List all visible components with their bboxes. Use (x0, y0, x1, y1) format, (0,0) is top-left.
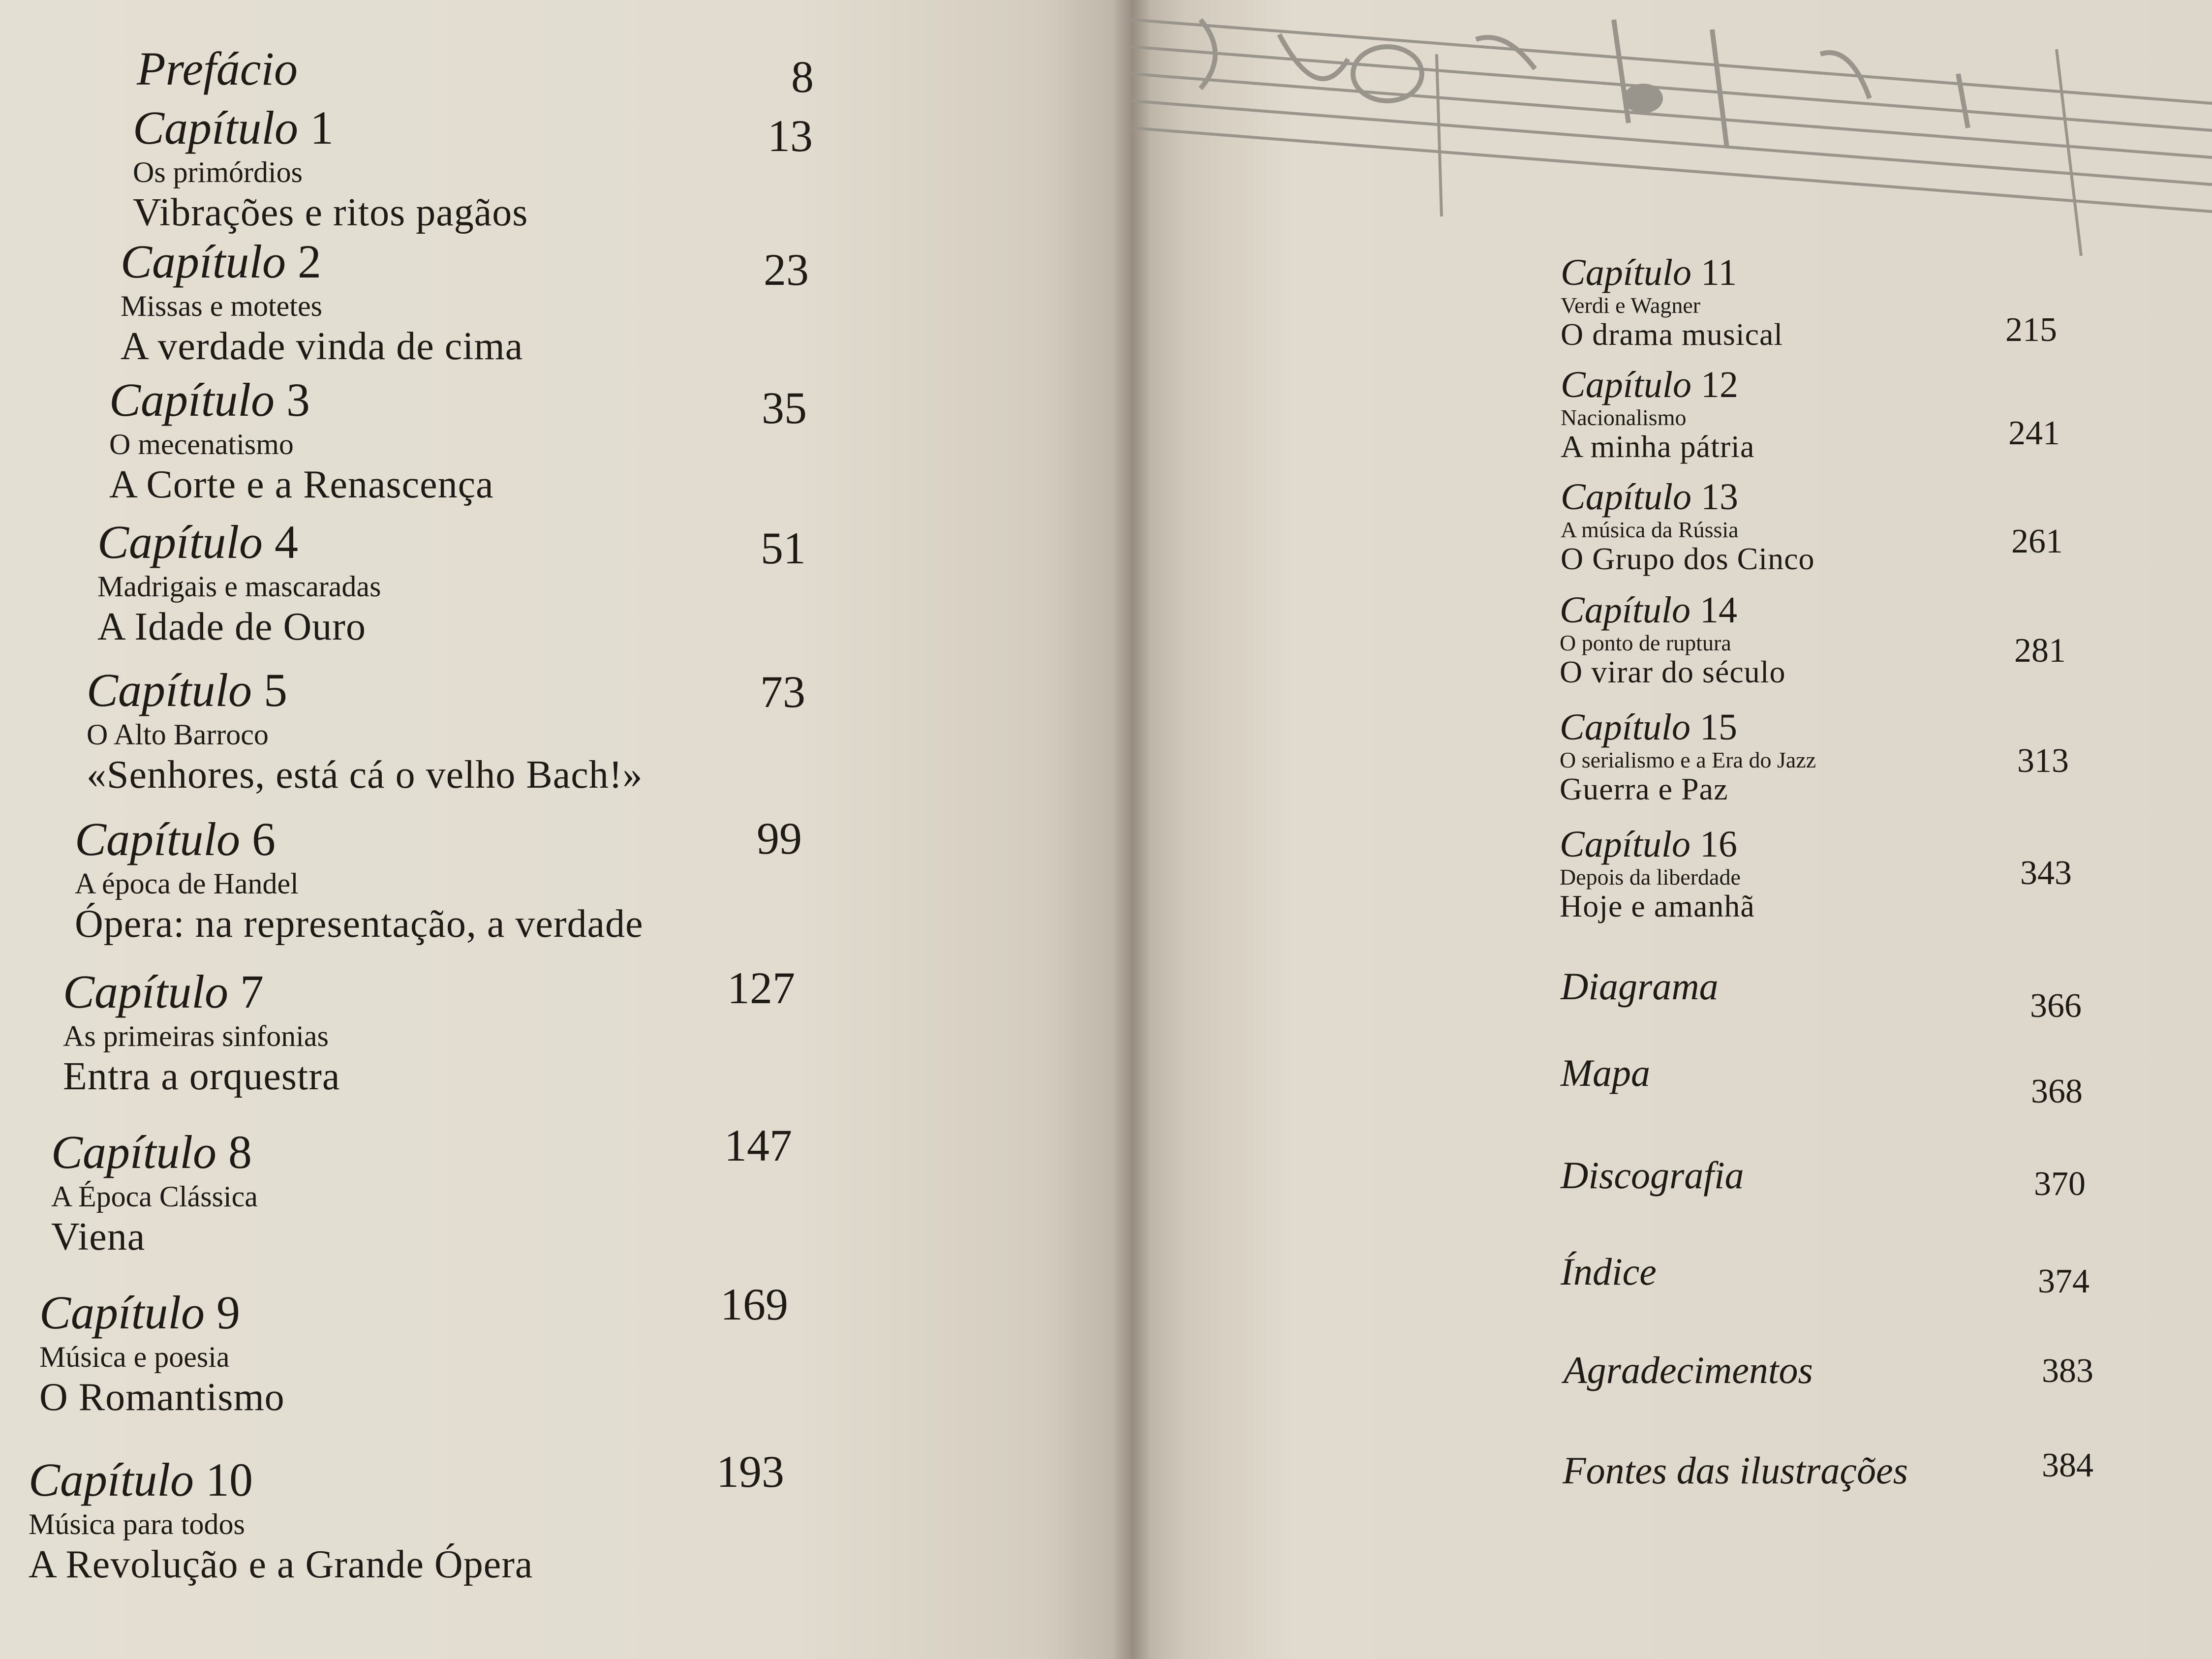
chapter-14-page-number: 281 (2014, 632, 2066, 670)
chapter-subtitle: A música da Rússia (1561, 517, 1739, 542)
chapter-number: 12 (1701, 364, 1739, 405)
toc-entry-chapter-9[interactable] (39, 1286, 285, 1419)
chapter-label: Capítulo (97, 516, 263, 568)
chapter-subtitle: O serialismo e a Era do Jazz (1560, 747, 1816, 772)
toc-entry-chapter-13[interactable] (1561, 478, 1815, 575)
chapter-8-page-number: 147 (724, 1120, 792, 1170)
chapter-subtitle: As primeiras sinfonias (63, 1020, 329, 1052)
chapter-number: 13 (1701, 476, 1739, 518)
toc-entry-chapter-3[interactable] (109, 373, 494, 506)
chapter-number: 11 (1701, 252, 1737, 293)
chapter-subtitle: Nacionalismo (1561, 405, 1687, 430)
chapter-subtitle: Madrigais e mascaradas (97, 570, 381, 603)
back-matter-discografia[interactable]: Discografia (1561, 1154, 1744, 1197)
chapter-label: Capítulo (87, 664, 252, 716)
chapter-subtitle: Depois da liberdade (1560, 864, 1741, 890)
chapter-title: Guerra e Paz (1560, 771, 1728, 806)
chapter-subtitle: Música e poesia (39, 1341, 230, 1373)
toc-entry-chapter-15[interactable] (1560, 708, 1816, 805)
chapter-number: 2 (298, 235, 322, 288)
toc-entry-chapter-5[interactable] (87, 664, 643, 797)
chapter-label: Capítulo (133, 101, 299, 154)
chapter-13-page-number: 261 (2011, 522, 2063, 560)
chapter-number: 10 (206, 1453, 253, 1506)
chapter-subtitle: O mecenatismo (109, 428, 294, 461)
preface-label: Prefácio (137, 42, 298, 95)
chapter-7-page-number: 127 (727, 963, 795, 1013)
chapter-2-page-number: 23 (764, 245, 809, 295)
toc-entry-chapter-1[interactable] (133, 101, 528, 234)
chapter-title: A verdade vinda de cima (121, 325, 523, 368)
chapter-label: Capítulo (29, 1453, 194, 1506)
toc-entry-chapter-12[interactable] (1561, 366, 1754, 462)
toc-entry-chapter-16[interactable] (1560, 826, 1755, 922)
chapter-label: Capítulo (1560, 707, 1691, 748)
discografia-page-number: 370 (2034, 1165, 2086, 1203)
toc-entry-chapter-4[interactable] (97, 516, 381, 648)
chapter-subtitle: O ponto de ruptura (1560, 630, 1731, 655)
chapter-number: 3 (286, 373, 310, 426)
back-matter-mapa[interactable]: Mapa (1561, 1051, 1650, 1094)
chapter-number: 1 (310, 101, 334, 154)
chapter-label: Capítulo (51, 1126, 217, 1178)
chapter-number: 16 (1700, 824, 1738, 865)
chapter-subtitle: Verdi e Wagner (1561, 293, 1701, 318)
chapter-label: Capítulo (1561, 252, 1692, 293)
toc-entry-chapter-14[interactable] (1560, 591, 1786, 688)
toc-entry-chapter-7[interactable] (63, 965, 340, 1098)
indice-page-number: 374 (2038, 1262, 2089, 1300)
chapter-15-page-number: 313 (2017, 742, 2069, 780)
chapter-16-page-number: 343 (2020, 854, 2072, 892)
toc-entry-chapter-10[interactable] (29, 1453, 533, 1586)
back-matter-indice[interactable]: Índice (1561, 1250, 1657, 1293)
chapter-6-page-number: 99 (757, 813, 802, 863)
chapter-subtitle: Música para todos (29, 1508, 245, 1540)
chapter-3-page-number: 35 (762, 383, 807, 433)
chapter-subtitle: O Alto Barroco (87, 718, 269, 751)
chapter-label: Capítulo (39, 1286, 205, 1339)
toc-entry-chapter-2[interactable] (121, 235, 523, 368)
chapter-label: Capítulo (1560, 589, 1691, 631)
chapter-number: 6 (252, 813, 276, 865)
chapter-label: Capítulo (1561, 476, 1692, 518)
chapter-title: Hoje e amanhã (1560, 889, 1755, 923)
chapter-subtitle: A Época Clássica (51, 1180, 258, 1213)
chapter-subtitle: Missas e motetes (121, 290, 322, 322)
diagrama-page-number: 366 (2030, 987, 2082, 1025)
chapter-label: Capítulo (75, 813, 241, 865)
agradecimentos-page-number: 383 (2042, 1352, 2093, 1390)
chapter-title: O drama musical (1561, 317, 1783, 352)
chapter-number: 7 (240, 965, 264, 1018)
chapter-title: «Senhores, está cá o velho Bach!» (87, 753, 643, 797)
preface-entry[interactable] (137, 42, 298, 95)
chapter-number: 8 (228, 1126, 252, 1178)
chapter-5-page-number: 73 (760, 667, 805, 717)
back-matter-fontes-das-ilustracoes[interactable]: Fontes das ilustrações (1563, 1449, 1908, 1492)
chapter-title: O Romantismo (39, 1376, 285, 1419)
toc-entry-chapter-8[interactable] (51, 1126, 258, 1259)
music-score-illustration (1132, 0, 2212, 276)
preface-page-number: 8 (791, 52, 814, 102)
chapter-title: O Grupo dos Cinco (1561, 541, 1815, 576)
chapter-title: Viena (51, 1215, 146, 1259)
chapter-title: Ópera: na representação, a verdade (75, 902, 644, 946)
mapa-page-number: 368 (2031, 1073, 2083, 1110)
toc-entry-chapter-6[interactable] (75, 813, 644, 946)
fontes-page-number: 384 (2042, 1446, 2093, 1484)
chapter-1-page-number: 13 (768, 111, 813, 161)
chapter-title: Entra a orquestra (63, 1055, 340, 1098)
chapter-subtitle: Os primórdios (133, 156, 303, 188)
chapter-label: Capítulo (1560, 824, 1691, 865)
chapter-subtitle: A época de Handel (75, 867, 299, 900)
chapter-title: Vibrações e ritos pagãos (133, 191, 528, 234)
chapter-number: 14 (1700, 589, 1738, 631)
chapter-number: 9 (216, 1286, 241, 1339)
chapter-12-page-number: 241 (2008, 414, 2060, 452)
back-matter-diagrama[interactable]: Diagrama (1561, 965, 1719, 1008)
chapter-number: 15 (1700, 707, 1738, 748)
chapter-number: 5 (264, 664, 288, 716)
chapter-9-page-number: 169 (720, 1279, 788, 1329)
chapter-title: A Corte e a Renascença (109, 463, 494, 506)
chapter-11-page-number: 215 (2005, 311, 2057, 349)
chapter-label: Capítulo (63, 965, 229, 1018)
chapter-title: O virar do século (1560, 654, 1786, 689)
chapter-number: 4 (275, 516, 299, 568)
chapter-4-page-number: 51 (761, 523, 806, 573)
chapter-label: Capítulo (1561, 364, 1692, 405)
back-matter-agradecimentos[interactable]: Agradecimentos (1564, 1349, 1813, 1391)
toc-entry-chapter-11[interactable] (1561, 254, 1783, 350)
chapter-label: Capítulo (121, 235, 286, 288)
chapter-10-page-number: 193 (716, 1446, 784, 1497)
chapter-title: A Idade de Ouro (97, 605, 366, 648)
chapter-title: A minha pátria (1561, 429, 1755, 464)
chapter-label: Capítulo (109, 373, 275, 426)
chapter-title: A Revolução e a Grande Ópera (29, 1543, 533, 1586)
